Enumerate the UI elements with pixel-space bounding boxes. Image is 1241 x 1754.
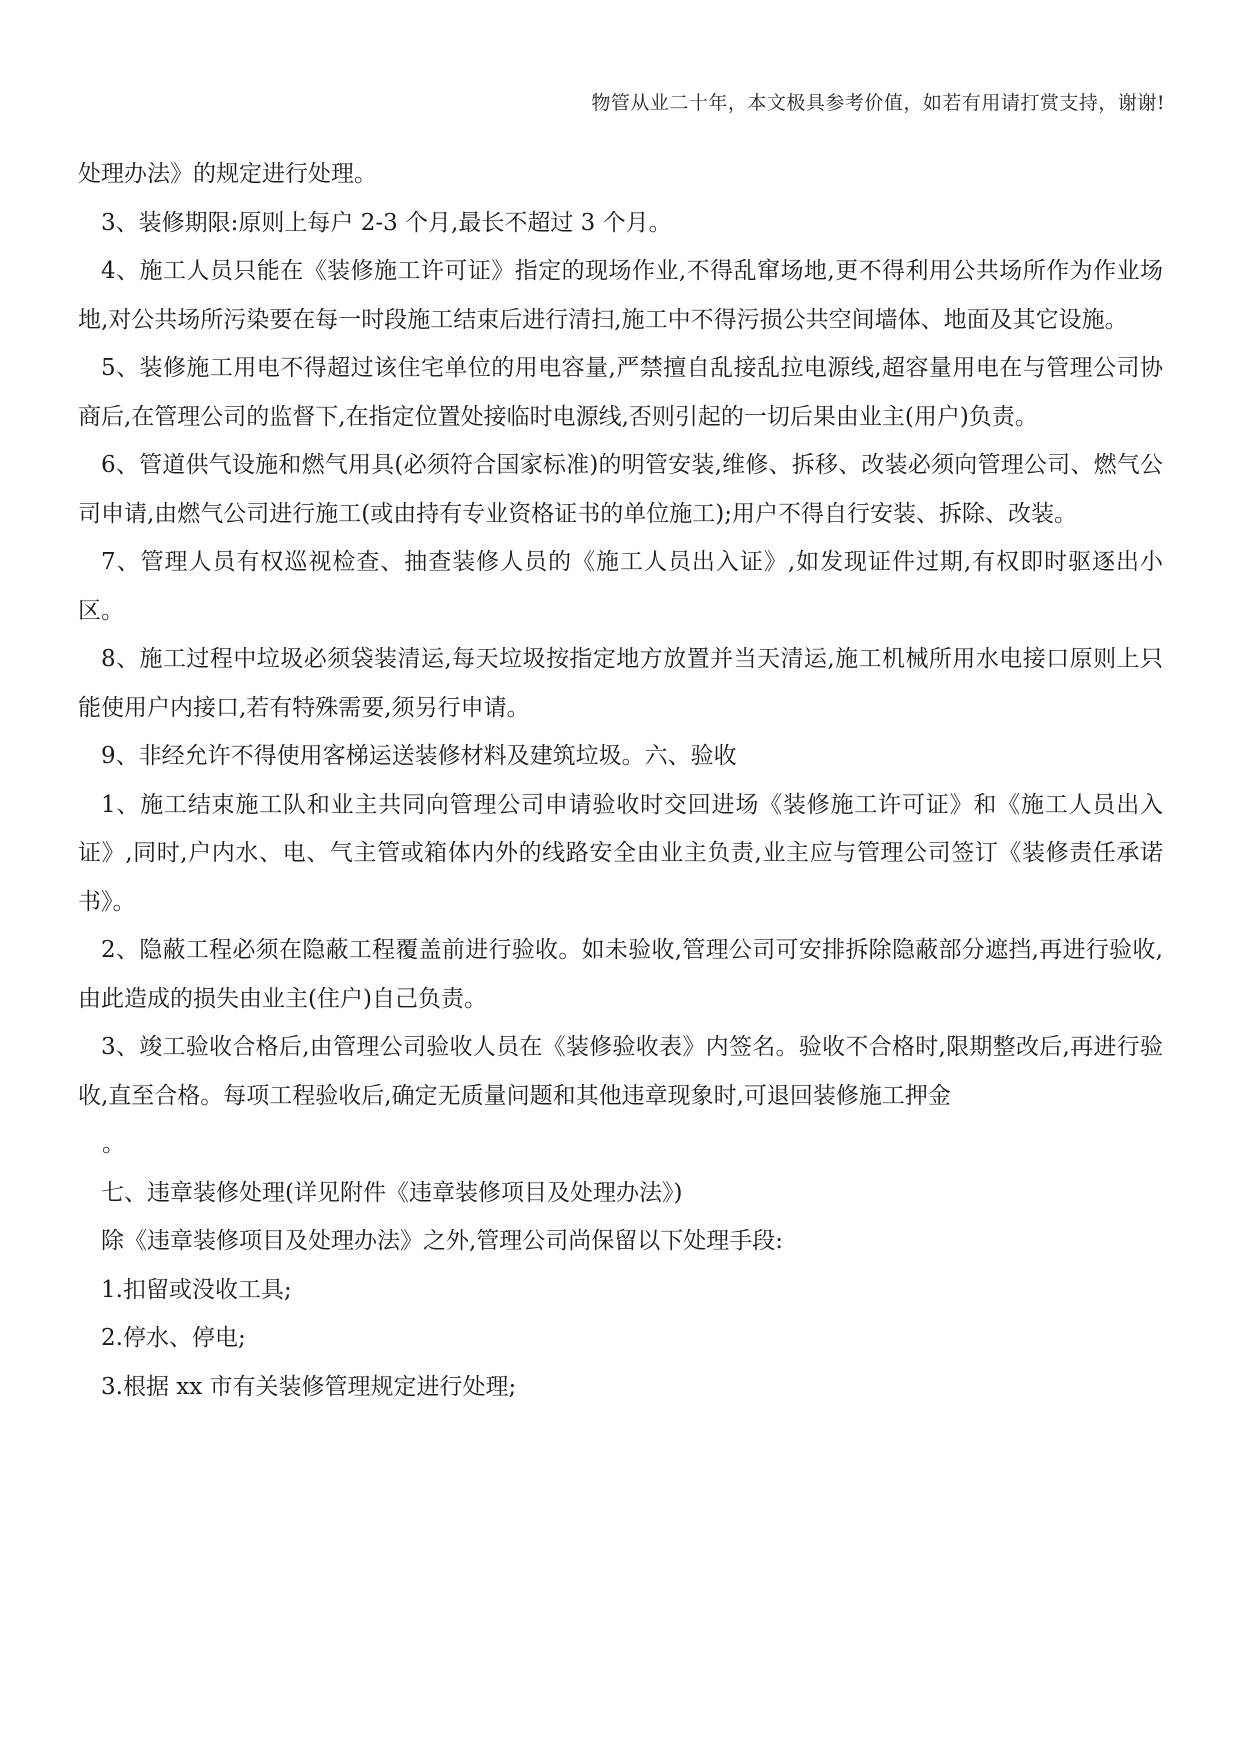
paragraph-acceptance-3: 3、竣工验收合格后,由管理公司验收人员在《装修验收表》内签名。验收不合格时,限期整改后,再进行验收,直至合格。每项工程验收后,确定无质量问题和其他违章现象时,可退回装修施工押金 bbox=[78, 1034, 1163, 1109]
paragraph-decoration-period: 3、装修期限:原则上每户 2-3 个月,最长不超过 3 个月。 bbox=[101, 209, 672, 236]
paragraph-trailing-period: 。 bbox=[102, 1131, 125, 1157]
paragraph-work-area: 4、施工人员只能在《装修施工许可证》指定的现场作业,不得乱窜场地,更不得利用公共场所作为作业场地,对公共场所污染要在每一时段施工结束后进行清扫,施工中不得污损公共空间墙体、地面及其它设施。 bbox=[78, 258, 1163, 333]
paragraph-acceptance-1: 1、施工结束施工队和业主共同向管理公司申请验收时交回进场《装修施工许可证》和《施工人员出入证》,同时,户内水、电、气主管或箱体内外的线路安全由业主负责,业主应与管理公司签订《装修责任承诺书》。 bbox=[78, 791, 1163, 915]
list-item-cut-utilities: 2.停水、停电; bbox=[101, 1325, 246, 1351]
list-item-city-regulations: 3.根据 xx 市有关装修管理规定进行处理; bbox=[101, 1373, 517, 1400]
paragraph-measures-intro: 除《违章装修项目及处理办法》之外,管理公司尚保留以下处理手段: bbox=[101, 1228, 784, 1254]
paragraph-acceptance-2: 2、隐蔽工程必须在隐蔽工程覆盖前进行验收。如未验收,管理公司可安排拆除隐蔽部分遮挡,再进行验收,由此造成的损失由业主(住户)自己负责。 bbox=[78, 937, 1163, 1012]
paragraph-garbage: 8、施工过程中垃圾必须袋装清运,每天垃圾按指定地方放置并当天清运,施工机械所用水电接口原则上只能使用户内接口,若有特殊需要,须另行申请。 bbox=[78, 646, 1163, 721]
paragraph-inspection: 7、管理人员有权巡视检查、抽查装修人员的《施工人员出入证》,如发现证件过期,有权即时驱逐出小区。 bbox=[78, 549, 1163, 624]
section-heading-violations: 七、违章装修处理(详见附件《违章装修项目及处理办法》) bbox=[101, 1179, 683, 1206]
paragraph-continuation: 处理办法》的规定进行处理。 bbox=[78, 161, 377, 187]
paragraph-electricity: 5、装修施工用电不得超过该住宅单位的用电容量,严禁擅自乱接乱拉电源线,超容量用电在与管理公司协商后,在管理公司的监督下,在指定位置处接临时电源线,否则引起的一切后果由业主(用户)负责。 bbox=[78, 355, 1163, 430]
header-note: 物管从业二十年，本文极具参考价值，如若有用请打赏支持，谢谢! bbox=[591, 92, 1165, 114]
paragraph-elevator: 9、非经允许不得使用客梯运送装修材料及建筑垃圾。六、验收 bbox=[101, 743, 737, 769]
document-body bbox=[78, 150, 1163, 1411]
list-item-confiscate: 1.扣留或没收工具; bbox=[101, 1276, 292, 1303]
paragraph-gas: 6、管道供气设施和燃气用具(必须符合国家标准)的明管安装,维修、拆移、改装必须向管理公司、燃气公司申请,由燃气公司进行施工(或由持有专业资格证书的单位施工);用户不得自行安装、拆除、改装。 bbox=[78, 452, 1163, 527]
